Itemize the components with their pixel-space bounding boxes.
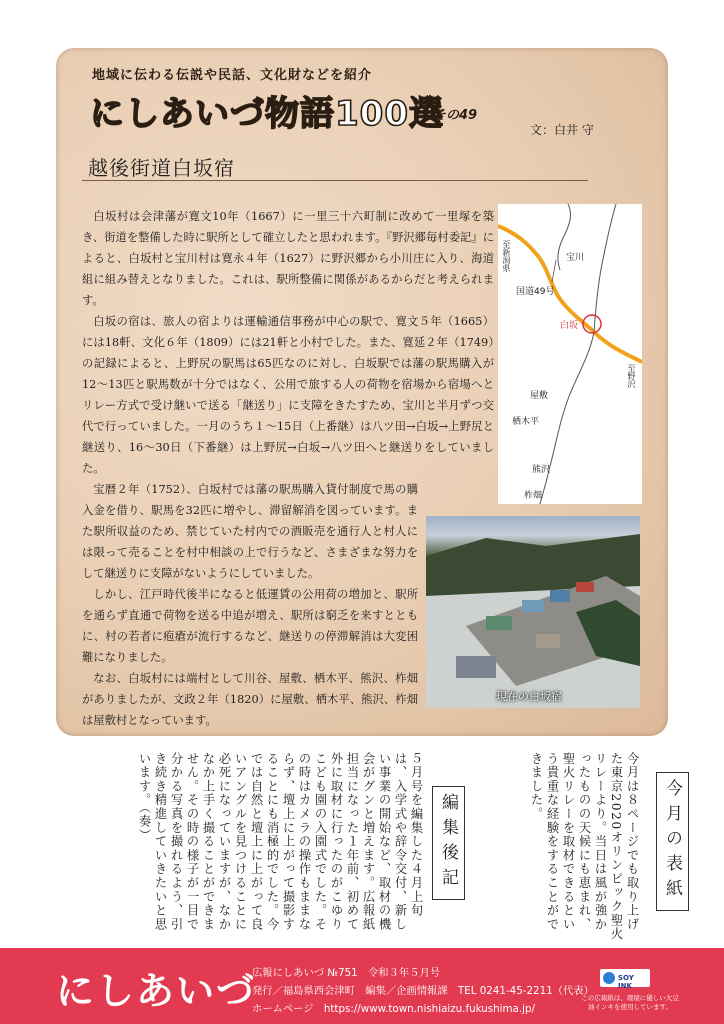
byline: 文：白井 守 (530, 123, 594, 137)
article-paragraph: 白坂村は会津藩が寛文10年（1667）に一里三十六町制に改めて一里塚を築き、街道を整備した時に駅所として確立したと思われます。『野沢郷毎村委記』によると、白坂村と宝川村は寛永４年（1627）に野沢郷から小川庄に入り、海道組に組み替えとなりました。これは、駅所整備に関係があるからだと考えられます。 (82, 210, 494, 307)
map-label-kumazawa: 熊沢 (532, 465, 551, 475)
article-paragraph: しかし、江戸時代後半になると低運賃の公用荷の増加と、駅所を通らず直通で荷物を送る中追が増え、駅所は窮乏を来すとともに、村の若者に疱瘡が流行するなど、継送りの停滞解消は大変困難になりました。 (82, 588, 418, 664)
editorial-text: ５月号を編集した４月上旬は、入学式や辞令交付、新しい事業の開始など、取材の機会がグンと増えます。広報紙担当になった１年前、初めて外に取材に行ったのがこゆりこども園の入園式でした。その時はカメラの操作もままならず、壇上に上がって撮影することにも消極的でした。今では自然と壇上に上がって良いアングルを見つけることに必死になっていますが、なかなか上手く撮ることができません。その時の様子が一目で分かる写真を撮れるよう、引き続き精進していきたいと思います。（奏） (137, 752, 423, 932)
map-label-route49: 国道49号 (516, 287, 555, 297)
side-road-line (540, 332, 594, 504)
soy-ink-badge (600, 969, 650, 990)
route-label-leader (552, 260, 556, 282)
map-label-takarakawa: 宝川 (566, 253, 585, 263)
map-label-shirasaka: 白坂 (560, 321, 579, 331)
cover-heading: 今月の表紙 (656, 772, 689, 911)
issue-info: 広報にしあいづ №751 令和３年５月号 (252, 967, 441, 979)
series-kicker: 地域に伝わる伝説や民話、文化財などを紹介 (92, 68, 373, 83)
article-paragraph: 白坂の宿は、旅人の宿よりは運輸通信事務が中心の駅で、寛文５年（1665）には18軒、文化６年（1809）には21軒と小村でした。また、寛延２年（1749）の記録によると、上野尻の駅馬は65匹なのに対し、白坂駅では藩の駅馬購入が12～13匹と駅馬数が十分ではなく、公用で旅する人の荷物を宿場から宿場へとリレー方式で受け継いで送る「継送り」に支障をきたすため、宝川と半月ずつ交代で行っていました。一月のうち１～15日（上番継）は八ツ田→白坂→上野尻と継送り、16～30日（下番継）は上野尻→白坂→八ツ田へと継送りをしていました。 (82, 315, 494, 475)
soy-ink-label: SOY INK (618, 974, 634, 990)
homepage-link[interactable]: ホームページ https://www.town.nishiaizu.fukushima.jp/ (252, 1003, 535, 1015)
town-logo: にしあいづ (56, 969, 257, 1013)
map-label-sugikidaira: 栖木平 (512, 417, 540, 427)
map-graphic (498, 204, 642, 504)
editorial-heading: 編集後記 (432, 786, 465, 900)
cover-text: 今月は８ページでも取り上げた東京2020オリンピック聖火リレーより。当日は風が強かったものの天候にも恵まれ、聖火リレーを取材できるという貴重な経験をすることができました。 (529, 752, 639, 942)
village-photo-illustration (426, 516, 640, 708)
headline-divider (82, 180, 588, 181)
map-label-kunugihata: 柞畑 (524, 491, 543, 501)
series-number: その49 (433, 108, 478, 123)
route-map (498, 204, 642, 504)
article-paragraph: なお、白坂村には端村として川谷、屋敷、栖木平、熊沢、柞畑がありましたが、文政２年（1820）に屋敷、栖木平、熊沢、柞畑は屋敷村となっています。 (82, 672, 418, 727)
map-label-yashiki: 屋敷 (530, 391, 549, 401)
article-headline: 越後街道白坂宿 (88, 156, 235, 180)
map-label-to-niigata: 至新潟県 (502, 240, 511, 272)
article-paragraph: 宝暦２年（1752）、白坂村では藩の駅馬購入貸付制度で馬の購入金を借り、駅馬を32匹に増やし、滞留解消を図っています。また駅所収益のため、禁じていた村内での酒販売を通行人と村人には限って売ることを村中相談の上で行うなど、さまざまな努力をして継送りに支障がないようにしていました。 (82, 483, 418, 580)
soy-ink-icon (603, 972, 615, 984)
series-title: にしあいづ物語100選 (90, 94, 444, 134)
map-label-to-nozawa: 至野沢 (627, 364, 636, 388)
soy-ink-note: この広報紙は、環境に優しい大豆油インキを使用しています。 (581, 994, 679, 1011)
valley-line (594, 204, 616, 332)
publisher-info: 発行／福島県西会津町 編集／企画情報課 TEL 0241-45-2211（代表） (252, 985, 594, 997)
photo-caption: 現在の白坂宿 (496, 690, 562, 703)
village-photo (426, 516, 640, 708)
